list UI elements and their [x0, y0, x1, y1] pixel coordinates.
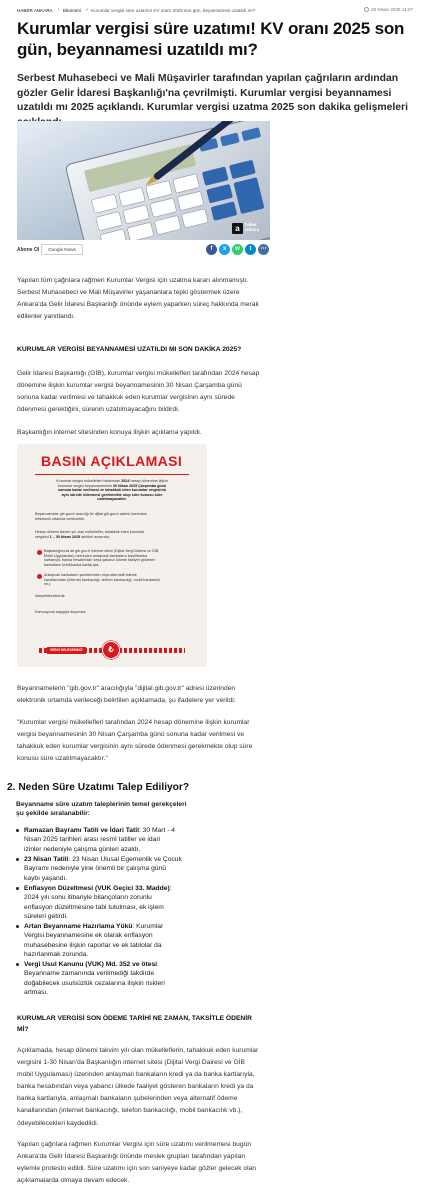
- paragraph-line: Gelir İdaresi Başkanlığı (GİB), kurumlar vergisi mükellefleri tarafından 2024 hesap: [17, 370, 260, 377]
- logo-mark: a: [232, 223, 243, 234]
- divider: [35, 474, 189, 475]
- clock-icon: [364, 7, 369, 12]
- paragraph-line: Beyannamelerin "gib.gov.tr" aracılığıyla "dijital.gib.gov.tr" adresi üzerinden: [17, 685, 236, 692]
- article-lead: Serbest Muhasebeci ve Mali Müşavirler tarafından yapılan çağrıların ardından gözler Gelir İdaresi Başkanlığı'na çevrilmişti. Kurumlar vergisi beyannamesi uzatıldı mı 2025 açıklandı. Kurumlar vergisi uzatma 2025 son dakika gelişmeleri: [17, 73, 408, 113]
- press-line: Beyannameler gib.gov.tr aracılığı ile dijital.gib.gov.tr adresi üzerinden: [35, 512, 148, 516]
- press-line: Anlaşmalı bankaların şubelerinden veya alternatif ödeme: [44, 573, 137, 577]
- paragraph-line: edilenler yanıtlandı.: [17, 313, 75, 321]
- intro-line: Beyanname süre uzatım taleplerinin temel gerekçeleri: [16, 801, 187, 808]
- list-item-text: [24, 855, 216, 883]
- list-item-line: : 23 Nisan Ulusal Egemenlik ve Çocuk: [68, 856, 182, 863]
- bullet-icon: [16, 887, 19, 890]
- bullet-icon: [37, 550, 42, 555]
- press-line: bankaların kredi/banka kartlarıyla,: [44, 562, 100, 567]
- paragraph-line: mobil Uygulaması) üzerinden anlaşmalı bankaların kredi ya da banka kartlarıyla,: [17, 1071, 255, 1079]
- press-text: Kurumlar vergisi mükellefleri tarafından: [56, 479, 121, 483]
- list-item-line: artması.: [24, 988, 49, 996]
- list-item-line: Vergisi beyannamesine ek olarak enflasyon: [24, 932, 153, 940]
- list-item-bold: Enflasyon Düzeltmesi (VUK Geçici 33. Madde): [24, 885, 170, 892]
- section-2-title: 2. Neden Süre Uzatımı Talep Ediliyor?: [7, 782, 190, 793]
- list-item-bold: Ramazan Bayramı Tatili ve İdari Tatil: [24, 827, 139, 834]
- paragraph-line: sonuna kadar verilmesi ve tahakkuk eden kurumlar vergisinin aynı sürede: [17, 394, 235, 402]
- intro-line: şu şekilde sıralanabilir:: [16, 810, 90, 818]
- paragraph-line: banka kartlarıyla, anlaşmalı bankaların şubelerinden veya alternatif ödeme: [17, 1095, 238, 1103]
- section-2-intro: [16, 800, 216, 819]
- body-paragraph-6: [17, 1139, 417, 1187]
- breadcrumb: [17, 7, 413, 17]
- bullet-icon: [16, 963, 19, 966]
- body-paragraph-5: [17, 1045, 417, 1130]
- press-para-2: [35, 512, 195, 521]
- press-text: tarihleri arasında;: [81, 534, 110, 539]
- x-icon[interactable]: x: [219, 244, 230, 255]
- bullet-icon: [37, 574, 42, 579]
- publish-date-text: 28 Nisan 2025 11:07: [370, 7, 413, 12]
- press-bullet-1: [44, 549, 194, 567]
- article-title: Kurumlar vergisi süre uzatımı! KV oranı 2025 son gün, beyannamesi uzatıldı mı?: [17, 19, 405, 59]
- press-line: kartlarıyla, banka hesabından veya yabancı ülkede faaliyet gösteren: [44, 558, 156, 563]
- chevron-right-icon: ›: [86, 7, 88, 13]
- heading-line: KURUMLAR VERGİSİ SON ÖDEME TARİHİ NE ZAMAN, TAKSİTLE ÖDENİR: [17, 1015, 252, 1022]
- press-intro-line: sonuna kadar verilmesi ve tahakkuk eden kurumlar vergisinin: [57, 488, 166, 493]
- logo-text: [245, 223, 259, 233]
- share-buttons: [206, 244, 269, 255]
- press-closing-2: Kamuoyuna saygıyla duyurulur.: [35, 610, 87, 614]
- list-item-line: Nisan 2025 tarihleri arası resmî tatiller ve idari: [24, 836, 161, 844]
- paragraph-line: dönemine ilişkin kurumlar vergisi beyannamesinin 30 Nisan Çarşamba günü: [17, 382, 242, 390]
- list-item-line: hazırlanmak zorunda.: [24, 950, 89, 958]
- press-line: Mobil Uygulaması) üzerinden anlaşmalı bankaların kredi/banka: [44, 553, 147, 558]
- press-title: BASIN AÇIKLAMASI: [41, 453, 183, 469]
- press-release-image: [17, 444, 207, 667]
- press-line: Başkanlığımıza ait gib.gov.tr internet sitesi (Dijital Vergi Dairesi ve GİB: [44, 549, 159, 553]
- press-closing-1: ödeyebileceklerdir.: [35, 594, 66, 598]
- list-item-line: süreleri getirdi.: [24, 912, 68, 920]
- paragraph-line: Serbest Muhasebeci ve Mali Müşavirler yaşananlara tepki göstermek üzere: [17, 289, 240, 297]
- list-item-text: [24, 826, 216, 854]
- body-paragraph-1: [17, 275, 417, 323]
- logo-line-2: ankara: [245, 227, 259, 232]
- press-line: kanallarından (internet bankacılığı, telefon bankacılığı, mobil bankacılık: [44, 577, 161, 582]
- press-intro: [35, 479, 189, 502]
- list-item-line: izinler nedeniyle çalışma günleri azaldı.: [24, 845, 141, 853]
- press-text: vergisini: [35, 534, 49, 539]
- list-item-line: doğabilecek usulsüzlük cezalarına ilişkin riskleri: [24, 979, 165, 987]
- paragraph-line: vergisini 1-30 Nisan'da Başkanlığın internet sitesi (Dijital Vergi Dairesi ve GİB: [17, 1059, 246, 1067]
- hero-image: [17, 121, 270, 240]
- subheading-1: KURUMLAR VERGİSİ BEYANNAMESİ UZATILDI MI SON DAKİKA 2025?: [17, 346, 242, 353]
- breadcrumb-current: Kurumlar vergisi süre uzatımı! KV oranı 2025 son gün, beyannamesi uzatıldı mı?: [91, 7, 256, 13]
- body-paragraph-4: [17, 683, 417, 707]
- press-footer: [39, 644, 185, 657]
- body-paragraph-3: Başkanlığın internet sitesinden konuya ilişkin açıklama yapıldı.: [17, 429, 202, 436]
- list-item-line: kaybı yaşandı.: [24, 874, 68, 882]
- subheading-2: [17, 1013, 417, 1035]
- list-item-text: [24, 922, 216, 959]
- paragraph-line: Açıklamada, hesap dönemi takvim yılı olan mükelleflerin, tahakkuk eden kurumlar: [17, 1047, 259, 1054]
- list-item-line: 2024 yılı sonu itibariyle bilançoların zorunlu: [24, 894, 152, 902]
- press-text: kurumlar vergisi beyannamesinin: [57, 483, 112, 488]
- google-news-button[interactable]: Google News: [41, 244, 83, 255]
- facebook-icon[interactable]: f: [206, 244, 217, 255]
- list-item-line: : Kurumlar: [132, 923, 164, 930]
- body-paragraph-2: [17, 368, 417, 416]
- press-para-3: [35, 530, 195, 539]
- paragraph-line: Yapılan tüm çağrılara rağmen Kurumlar Vergisi için uzatma kararı alınmamıştı.: [17, 277, 249, 284]
- list-item-text: [24, 884, 216, 921]
- whatsapp-icon[interactable]: w: [232, 244, 243, 255]
- publish-date: [364, 7, 413, 12]
- gib-emblem-icon: ₺: [102, 641, 120, 659]
- paragraph-line: elektronik ortamda verileceği belirtilen açıklamada, şu ifadelere yer verildi:: [17, 697, 236, 705]
- press-intro-line: uzatılmayacaktır.: [97, 497, 127, 502]
- list-item-line: Bayramı nedeniyle yine önemli bir çalışma günü: [24, 865, 166, 873]
- press-text-bold: 30 Nisan 2025 Çarşamba günü: [112, 483, 167, 488]
- paragraph-line: ödenmesi gerektiğini, sürenin uzatılmayacağını bildirdi.: [17, 406, 180, 414]
- list-item-line: :: [157, 961, 159, 968]
- paragraph-line: Ankara'da Gelir İdaresi Başkanlığı önünde eylem yaparken süreç hakkında merak: [17, 301, 259, 309]
- list-item-bold: Artan Beyanname Hazırlama Yükü: [24, 923, 133, 930]
- press-line: vb.),: [44, 582, 52, 587]
- bullet-icon: [16, 829, 19, 832]
- paragraph-line: Yapılan çağrılara rağmen Kurumlar Vergisi için süre uzatımı verilmemesi bugün: [17, 1141, 252, 1148]
- press-text: hesap dönemine ilişkin: [130, 479, 168, 483]
- paragraph-line: vergisi beyannamesinin 30 Nisan Çarşamba günü sonuna kadar verilmesi ve: [17, 731, 245, 739]
- list-item-bold: Vergi Usul Kanunu (VUK) Md. 352 ve ötesi: [24, 961, 158, 968]
- press-text-bold: 2024: [121, 479, 130, 483]
- paragraph-line: tahakkuk eden kurumlar vergisinin aynı sürede ödenmesi gerekmekte olup süre: [17, 743, 253, 751]
- press-bullet-2: [44, 573, 194, 587]
- list-item-line: Beyanname zamanında verilmediği takdirde: [24, 970, 155, 978]
- list-item-bold: 23 Nisan Tatili: [24, 856, 69, 863]
- follow-share-bar: [17, 244, 269, 258]
- bullet-icon: [16, 925, 19, 928]
- bullet-icon: [16, 858, 19, 861]
- press-line: elektronik ortamda verilecektir.: [35, 516, 85, 521]
- paragraph-line: banka hesabından veya yabancı ülkede faaliyet gösteren bankaların kredi ya da: [17, 1083, 254, 1091]
- list-item-line: :: [169, 885, 172, 892]
- chevron-right-icon: ›: [58, 7, 60, 13]
- link-icon[interactable]: ⋯: [258, 244, 269, 255]
- list-item-line: : 30 Mart - 4: [138, 827, 176, 834]
- paragraph-line: "Kurumlar vergisi mükellefleri tarafından 2024 hesap dönemine ilişkin kurumlar: [17, 719, 250, 726]
- heading-line: Mİ?: [17, 1026, 29, 1033]
- footer-label: VERGİ DELEGEMİNİZ: [47, 647, 86, 654]
- body-quote: [17, 717, 417, 765]
- list-item-line: enflasyon düzeltmesine tabi tutulması, ek işlem: [24, 903, 164, 911]
- breadcrumb-category[interactable]: Ekonomi: [62, 7, 81, 13]
- press-line: Hesap dönemi takvim yılı olan mükellefler, tahakkuk eden kurumlar: [35, 530, 145, 534]
- press-text-bold: 1 – 30 Nisan 2025: [49, 534, 81, 539]
- haber-ankara-logo: [232, 221, 265, 235]
- paragraph-line: Ankara'da Gelir İdaresi Başkanlığı önünde meslek grupları tarafından yapılan: [17, 1153, 246, 1161]
- telegram-icon[interactable]: t: [245, 244, 256, 255]
- subscribe-label: Abone Ol: [17, 247, 40, 253]
- paragraph-line: kanallarından (internet bankacılığı, telefon bankacılığı, mobil bankacılık vb.),: [17, 1107, 243, 1115]
- paragraph-line: eylemle protesto edildi. Süre uzatımı için son saniyeye kadar gözler gelecek olan: [17, 1165, 257, 1173]
- paragraph-line: konusu süre uzatılmayacaktır.": [17, 755, 108, 763]
- list-item-text: [24, 960, 216, 997]
- breadcrumb-home[interactable]: HABER ANKARA: [17, 7, 53, 13]
- press-intro-line: aynı sürede ödenmesi gerekmekte olup süre konusu süre: [61, 492, 163, 497]
- press-line: [35, 535, 195, 540]
- paragraph-line: açıklamalarda olmaya devam edecek.: [17, 1177, 130, 1185]
- logo-line-1: haber: [245, 222, 257, 228]
- list-item-line: muhasebesine ilişkin raporlar ve ek tablolar da: [24, 941, 162, 949]
- paragraph-line: ödeyebilecekleri kaydedildi.: [17, 1119, 99, 1127]
